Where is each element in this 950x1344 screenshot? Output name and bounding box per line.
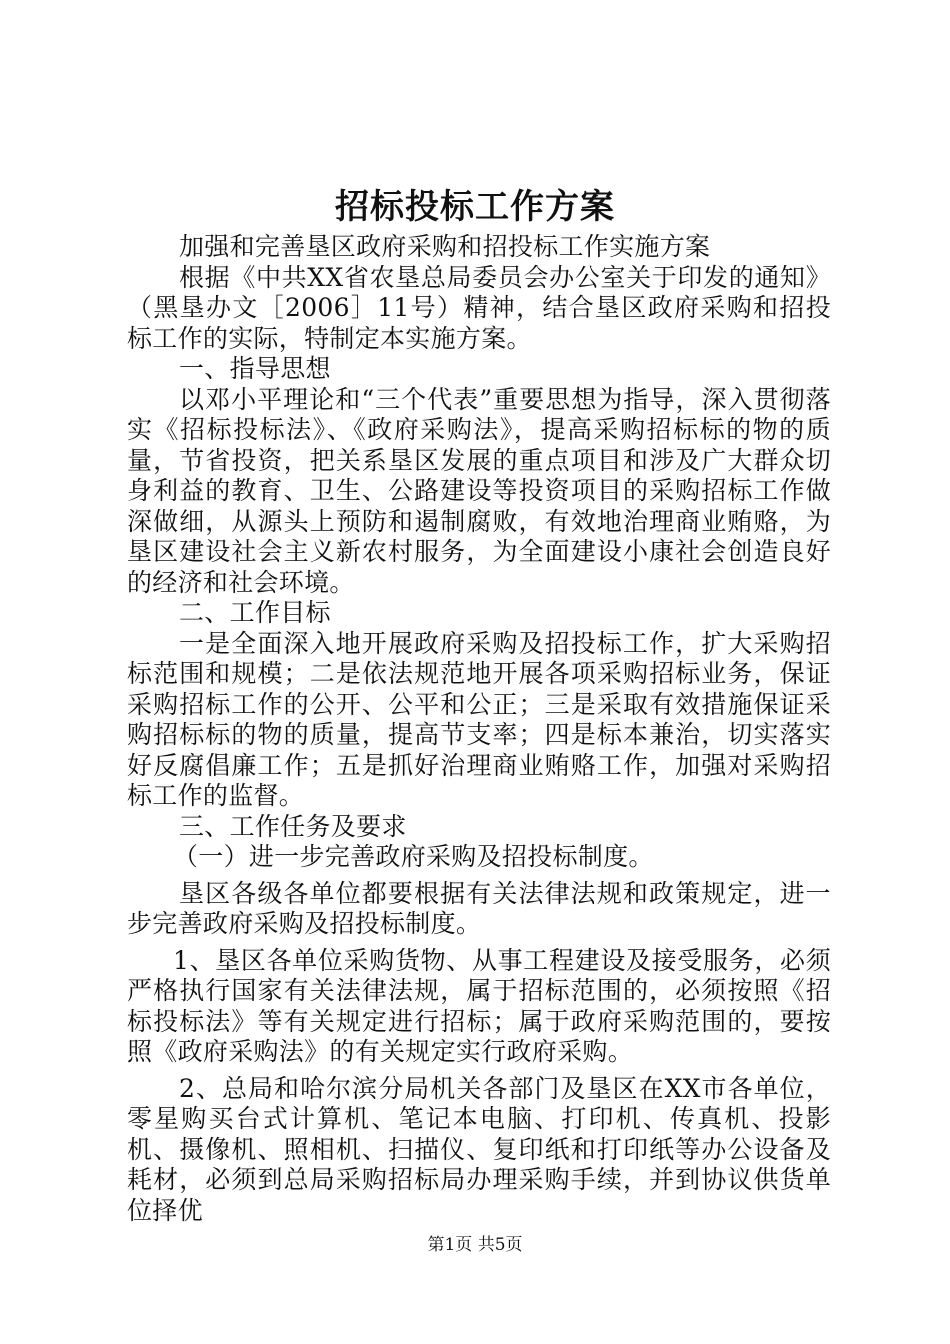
document-body bbox=[127, 232, 831, 1226]
section-heading-tasks: 三、工作任务及要求 bbox=[179, 811, 407, 841]
section-heading-work-goals: 二、工作目标 bbox=[179, 598, 331, 627]
work-goals-paragraph: 一是全面深入地开展政府采购及招投标工作，扩大采购招标范围和规模；二是依法规范地开展各项采购招标业务，保证采购招标工作的公开、公平和公正；三是采取有效措施保证采购招标标的物的质量，提高节支率；四是标本兼治，切实落实好反腐倡廉工作；五是抓好治理商业贿赂工作，加强对采购招标工作的监督。 bbox=[127, 628, 831, 810]
guiding-thought-paragraph: 以邓小平理论和“三个代表”重要思想为指导，深入贯彻落实《招标投标法》、《政府采购法》，提高采购招标标的物的质量，节省投资，把关系垦区发展的重点项目和涉及广大群众切身利益的教育、卫生、公路建设等投资项目的采购招标工作做深做细，从源头上预防和遏制腐败，有效地治理商业贿赂，为垦区建设社会主义新农村服务，为全面建设小康社会创造良好的经济和社会环境。 bbox=[127, 384, 831, 597]
section-heading-guiding-thought: 一、指导思想 bbox=[179, 354, 331, 383]
item-1-paragraph: 1、垦区各单位采购货物、从事工程建设及接受服务，必须严格执行国家有关法律法规，属于招标范围的，必须按照《招标投标法》等有关规定进行招标；属于政府采购范围的，要按照《政府采购法》的有关规定实行政府采购。 bbox=[127, 945, 831, 1066]
subsection-heading-1: （一）进一步完善政府采购及招投标制度。 bbox=[173, 842, 654, 871]
document-title: 招标投标工作方案 bbox=[335, 187, 615, 227]
subsection-1-paragraph: 垦区各级各单位都要根据有关法律法规和政策规定，进一步完善政府采购及招投标制度。 bbox=[127, 878, 831, 938]
page-number-footer: 第1页 共5页 bbox=[427, 1235, 523, 1255]
item-2-paragraph: 2、总局和哈尔滨分局机关各部门及垦区在XX市各单位，零星购买台式计算机、笔记本电脑、打印机、传真机、投影机、摄像机、照相机、扫描仪、复印纸和打印纸等办公设备及耗材，必须到总局采购招标局办理采购手续，并到协议供货单位择优 bbox=[127, 1073, 831, 1225]
basis-paragraph: 根据《中共XX省农垦总局委员会办公室关于印发的通知》（黑垦办文［2006］11号）精神，结合垦区政府采购和招投标工作的实际，特制定本实施方案。 bbox=[127, 262, 831, 353]
subtitle-paragraph: 加强和完善垦区政府采购和招投标工作实施方案 bbox=[179, 232, 711, 261]
